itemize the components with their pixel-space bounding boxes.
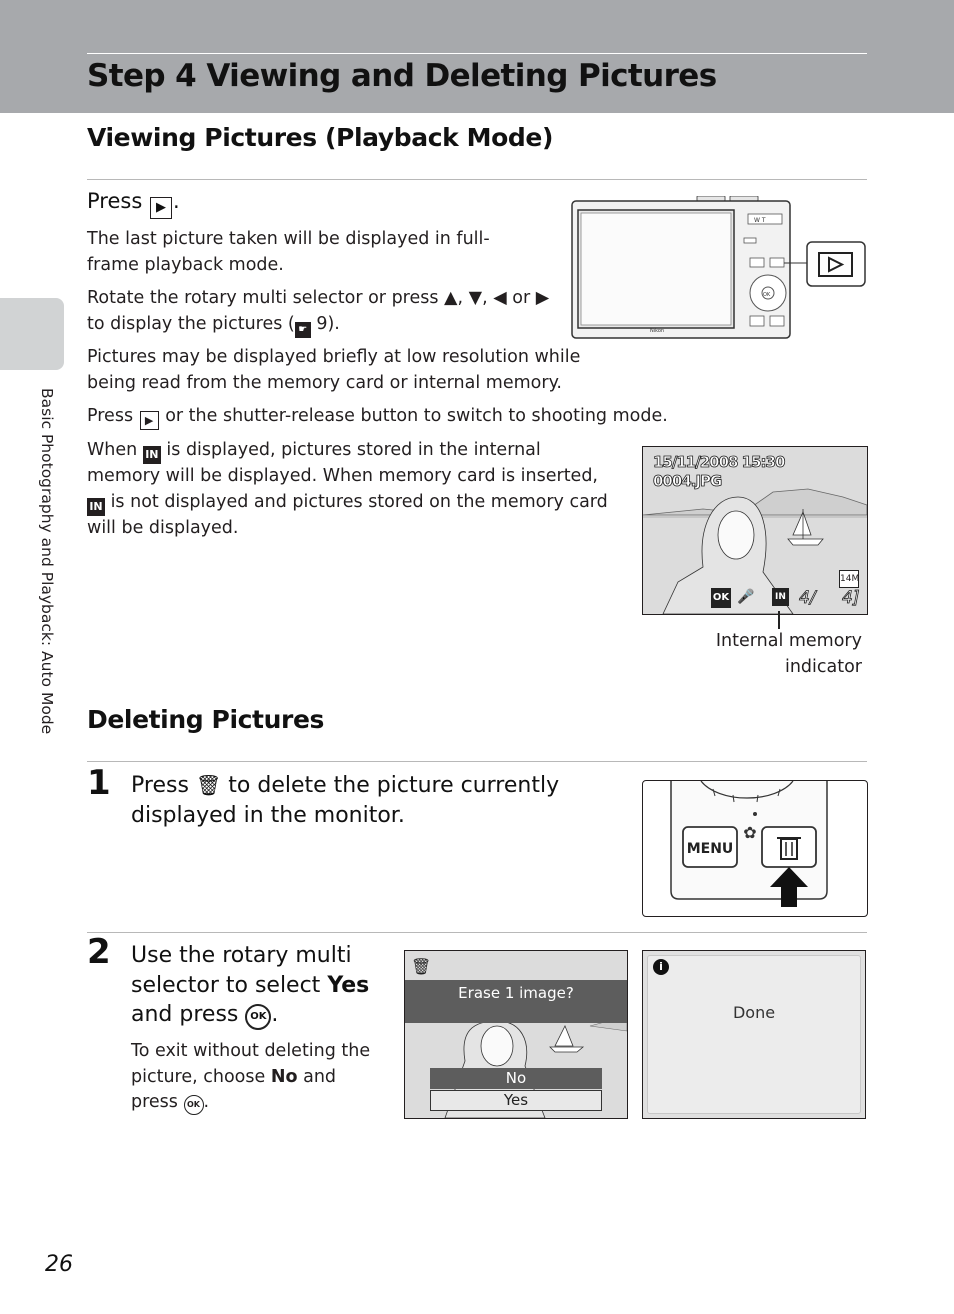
step-2-yes: Yes	[327, 972, 370, 998]
header-rule	[87, 53, 867, 54]
callout-line	[778, 611, 780, 629]
internal-memory-caption	[680, 629, 862, 680]
chapter-tab	[0, 298, 64, 370]
para-internal-memory	[87, 438, 612, 541]
info-icon: i	[653, 959, 669, 975]
delete-button-illustration	[642, 780, 868, 917]
step-1-number: 1	[87, 763, 111, 803]
playback-icon: ▶	[140, 411, 159, 430]
internal-memory-icon: IN	[143, 446, 161, 464]
option-no[interactable]: No	[430, 1068, 602, 1089]
done-panel	[647, 955, 861, 1114]
para-rotate-line2-end: 9).	[310, 313, 340, 334]
step-2-text-b: and press	[131, 1002, 239, 1027]
step-2-note-no: No	[270, 1066, 298, 1087]
para-memory-when: When	[87, 440, 138, 460]
ok-icon: OK	[711, 588, 731, 608]
para-shooting-rest: or the shutter-release button to switch to shooting mode.	[159, 406, 668, 426]
para-low-resolution: Pictures may be displayed briefly at low resolution while being read from the memory card or internal memory.	[87, 347, 581, 393]
ok-icon: OK	[245, 1004, 271, 1030]
para-rotate-line1: Rotate the rotary multi selector or press ▲, ▼, ◀ or ▶	[87, 288, 550, 308]
screen-total: 4]	[842, 588, 860, 608]
para-shooting-mode	[87, 404, 687, 430]
header-band	[0, 0, 954, 113]
step-2-text: Use the rotary multi selector to select Yes and press OK .	[131, 941, 381, 1030]
para-last-picture: The last picture taken will be displayed in full-frame playback mode.	[87, 229, 490, 275]
internal-memory-icon: IN	[772, 588, 789, 606]
erase-dialog-screen	[404, 950, 628, 1119]
section-rule	[87, 761, 867, 762]
section-heading-viewing: Viewing Pictures (Playback Mode)	[87, 123, 553, 152]
svg-text:W T: W T	[754, 217, 766, 224]
para-rotate-line2: to display the pictures (	[87, 313, 295, 334]
erase-prompt: Erase 1 image?	[405, 980, 627, 1023]
caption-line1: Internal memory	[715, 631, 862, 651]
section-heading-deleting: Deleting Pictures	[87, 705, 324, 734]
voice-memo-icon: 🎤	[737, 589, 755, 605]
section-rule	[87, 932, 867, 933]
step-1-rest: to delete the picture currently displayed in the monitor.	[131, 773, 560, 828]
step-2-note-b: and press	[131, 1066, 337, 1112]
step-1-text	[131, 771, 561, 830]
screen-date: 15/11/2008 15:30	[653, 453, 785, 471]
reference-icon: ☛	[295, 322, 311, 338]
para-memory-end: is not displayed and pictures stored on the memory card will be displayed.	[87, 491, 608, 538]
done-message: Done	[732, 1003, 776, 1022]
press-instruction	[87, 189, 180, 219]
trash-icon: 🗑	[411, 957, 432, 976]
para-memory-middle: is displayed, pictures stored in the internal memory will be displayed. When memory card is inserted,	[87, 440, 598, 486]
press-label: Press	[87, 189, 143, 213]
step-2-number: 2	[87, 932, 111, 972]
image-size-icon: 14M	[839, 570, 859, 588]
page-title: Step 4 Viewing and Deleting Pictures	[87, 58, 717, 94]
ok-icon: OK	[184, 1095, 204, 1115]
step-2-note: To exit without deleting the picture, choose No and press OK .	[131, 1039, 386, 1116]
step-2-note-a: To exit without deleting the picture, choose	[131, 1041, 371, 1087]
step-2-text-a: Use the rotary multi selector to select	[131, 943, 352, 998]
section-rule	[87, 179, 867, 180]
screen-counter: 4/	[799, 588, 816, 608]
playback-screen-illustration	[642, 446, 868, 615]
screen-filename: 0004.JPG	[653, 472, 722, 490]
para-rotate	[87, 286, 557, 338]
trash-icon: 🗑	[195, 773, 222, 797]
camera-back-illustration	[570, 196, 868, 342]
menu-button-label: MENU	[686, 841, 734, 857]
done-screen	[642, 950, 866, 1119]
press-end: .	[172, 189, 180, 213]
svg-text:OK: OK	[763, 292, 771, 298]
macro-icon: ✿	[743, 823, 757, 842]
internal-memory-icon: IN	[87, 498, 105, 516]
playback-icon: ▶	[150, 197, 172, 219]
chapter-tab-label: Basic Photography and Playback: Auto Mode	[38, 388, 56, 735]
step-1-press: Press	[131, 773, 189, 798]
page-number: 26	[45, 1252, 73, 1277]
caption-line2: indicator	[784, 656, 862, 677]
svg-text:Nikon: Nikon	[650, 328, 665, 334]
option-yes[interactable]: Yes	[430, 1090, 602, 1111]
para-shooting-press: Press	[87, 406, 134, 426]
